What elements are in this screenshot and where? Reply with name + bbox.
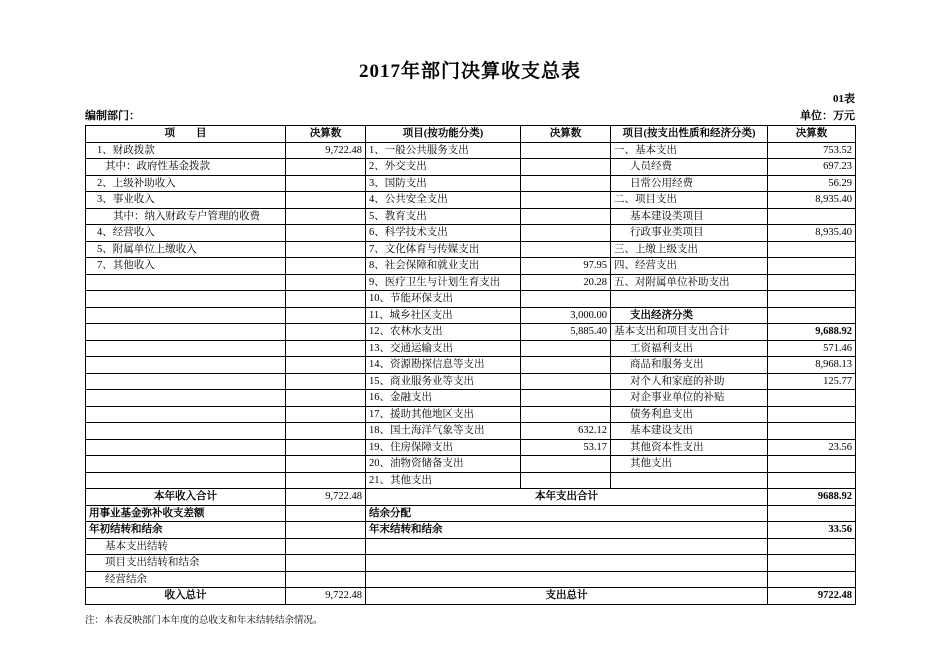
table-cell <box>286 456 366 473</box>
table-cell <box>86 439 286 456</box>
table-cell <box>521 241 611 258</box>
unit-label: 单位：万元 <box>800 110 855 122</box>
column-header: 项目(按支出性质和经济分类) <box>611 126 768 143</box>
table-cell <box>86 340 286 357</box>
table-cell: 四、经营支出 <box>611 258 768 275</box>
table-cell <box>86 472 286 489</box>
table-cell <box>611 291 768 308</box>
table-cell <box>286 241 366 258</box>
table-row <box>86 175 856 192</box>
table-cell: 人员经费 <box>611 159 768 176</box>
page-title: 2017年部门决算收支总表 <box>358 61 581 82</box>
table-cell: 8,968.13 <box>768 357 856 374</box>
table-cell <box>286 522 366 539</box>
table-cell <box>768 241 856 258</box>
table-cell <box>286 472 366 489</box>
column-header: 决算数 <box>286 126 366 143</box>
table-row <box>86 489 856 506</box>
table-cell <box>521 406 611 423</box>
table-cell <box>521 390 611 407</box>
meta-row <box>85 107 855 123</box>
table-cell: 20.28 <box>521 274 611 291</box>
table-cell: 53.17 <box>521 439 611 456</box>
table-cell: 基本建设支出 <box>611 423 768 440</box>
table-cell: 5、教育支出 <box>366 208 521 225</box>
table-row <box>86 390 856 407</box>
table-cell: 9,688.92 <box>768 324 856 341</box>
table-row <box>86 208 856 225</box>
table-cell <box>366 571 768 588</box>
table-cell <box>611 472 768 489</box>
table-cell <box>286 274 366 291</box>
sheet-number: 01表 <box>833 93 855 105</box>
table-cell: 11、城乡社区支出 <box>366 307 521 324</box>
table-cell: 3、国防支出 <box>366 175 521 192</box>
table-cell: 五、对附属单位补助支出 <box>611 274 768 291</box>
table-cell: 17、援助其他地区支出 <box>366 406 521 423</box>
table-row <box>86 258 856 275</box>
table-cell <box>768 390 856 407</box>
table-cell: 5,885.40 <box>521 324 611 341</box>
table-cell <box>366 538 768 555</box>
table-cell <box>521 192 611 209</box>
table-cell: 项目支出结转和结余 <box>86 555 286 572</box>
table-cell <box>521 208 611 225</box>
table-cell: 56.29 <box>768 175 856 192</box>
table-cell <box>366 555 768 572</box>
table-cell <box>768 208 856 225</box>
table-cell: 9722.48 <box>768 588 856 605</box>
table-cell <box>86 307 286 324</box>
table-cell <box>768 307 856 324</box>
table-cell <box>768 456 856 473</box>
table-cell: 6、科学技术支出 <box>366 225 521 242</box>
table-cell <box>86 324 286 341</box>
table-cell <box>286 175 366 192</box>
table-cell <box>521 159 611 176</box>
table-cell: 基本支出和项目支出合计 <box>611 324 768 341</box>
table-row <box>86 159 856 176</box>
table-cell <box>768 555 856 572</box>
table-cell: 结余分配 <box>366 505 768 522</box>
table-cell <box>768 258 856 275</box>
table-cell: 基本支出结转 <box>86 538 286 555</box>
table-cell: 7、其他收入 <box>86 258 286 275</box>
table-cell: 9688.92 <box>768 489 856 506</box>
table-cell: 三、上缴上级支出 <box>611 241 768 258</box>
summary-table <box>85 125 856 605</box>
table-cell <box>86 390 286 407</box>
table-cell: 125.77 <box>768 373 856 390</box>
table-row <box>86 472 856 489</box>
table-cell: 对企事业单位的补贴 <box>611 390 768 407</box>
table-cell: 33.56 <box>768 522 856 539</box>
table-cell: 9、医疗卫生与计划生育支出 <box>366 274 521 291</box>
table-cell: 632.12 <box>521 423 611 440</box>
table-cell: 3,000.00 <box>521 307 611 324</box>
table-row <box>86 555 856 572</box>
table-cell <box>286 291 366 308</box>
table-cell: 14、资源勘探信息等支出 <box>366 357 521 374</box>
table-cell <box>521 175 611 192</box>
table-cell <box>521 340 611 357</box>
table-cell: 16、金融支出 <box>366 390 521 407</box>
table-cell: 19、住房保障支出 <box>366 439 521 456</box>
table-cell <box>521 472 611 489</box>
table-cell <box>86 406 286 423</box>
table-cell: 用事业基金弥补收支差额 <box>86 505 286 522</box>
table-cell: 1、一般公共服务支出 <box>366 142 521 159</box>
footnote: 注：本表反映部门本年度的总收支和年末结转结余情况。 <box>85 615 323 626</box>
table-cell <box>521 225 611 242</box>
table-cell <box>768 406 856 423</box>
table-row <box>86 505 856 522</box>
table-cell <box>86 423 286 440</box>
table-cell: 一、基本支出 <box>611 142 768 159</box>
table-cell <box>768 472 856 489</box>
table-cell <box>286 423 366 440</box>
table-row <box>86 423 856 440</box>
table-cell: 其他支出 <box>611 456 768 473</box>
table-cell: 10、节能环保支出 <box>366 291 521 308</box>
table-row <box>86 588 856 605</box>
column-header: 项 目 <box>86 126 286 143</box>
table-row <box>86 340 856 357</box>
table-cell: 经营结余 <box>86 571 286 588</box>
table-cell <box>768 274 856 291</box>
table-cell <box>521 456 611 473</box>
table-cell: 12、农林水支出 <box>366 324 521 341</box>
table-cell: 18、国土海洋气象等支出 <box>366 423 521 440</box>
table-cell <box>286 307 366 324</box>
table-cell <box>286 538 366 555</box>
table-cell: 8,935.40 <box>768 192 856 209</box>
table-cell: 债务利息支出 <box>611 406 768 423</box>
table-cell: 8,935.40 <box>768 225 856 242</box>
table-row <box>86 142 856 159</box>
table-cell <box>286 390 366 407</box>
table-cell: 1、财政拨款 <box>86 142 286 159</box>
prepared-by-label: 编制部门： <box>85 110 140 122</box>
table-row <box>86 373 856 390</box>
table-cell <box>286 340 366 357</box>
table-cell: 行政事业类项目 <box>611 225 768 242</box>
table-cell <box>286 225 366 242</box>
table-cell: 13、交通运输支出 <box>366 340 521 357</box>
table-cell: 2、上级补助收入 <box>86 175 286 192</box>
table-row <box>86 274 856 291</box>
table-cell: 二、项目支出 <box>611 192 768 209</box>
table-cell <box>768 291 856 308</box>
table-cell <box>86 291 286 308</box>
table-cell: 其中：政府性基金拨款 <box>86 159 286 176</box>
table-row <box>86 538 856 555</box>
table-cell: 9,722.48 <box>286 142 366 159</box>
table-cell: 7、文化体育与传媒支出 <box>366 241 521 258</box>
table-cell: 8、社会保障和就业支出 <box>366 258 521 275</box>
table-cell: 4、经营收入 <box>86 225 286 242</box>
table-row <box>86 357 856 374</box>
column-header: 决算数 <box>768 126 856 143</box>
table-cell: 对个人和家庭的补助 <box>611 373 768 390</box>
table-cell <box>768 505 856 522</box>
table-row <box>86 291 856 308</box>
column-header: 决算数 <box>521 126 611 143</box>
table-cell <box>286 208 366 225</box>
table-header-row <box>86 126 856 143</box>
table-cell: 697.23 <box>768 159 856 176</box>
table-row <box>86 307 856 324</box>
table-cell <box>768 571 856 588</box>
table-cell <box>286 406 366 423</box>
table-cell <box>286 571 366 588</box>
table-row <box>86 571 856 588</box>
table-row <box>86 522 856 539</box>
table-cell: 支出总计 <box>366 588 768 605</box>
table-cell <box>286 373 366 390</box>
table-cell: 商品和服务支出 <box>611 357 768 374</box>
table-cell: 本年支出合计 <box>366 489 768 506</box>
table-cell: 571.46 <box>768 340 856 357</box>
table-row <box>86 192 856 209</box>
table-cell: 2、外交支出 <box>366 159 521 176</box>
table-cell: 20、油物资储备支出 <box>366 456 521 473</box>
table-cell <box>286 357 366 374</box>
table-cell <box>86 373 286 390</box>
table-cell <box>768 423 856 440</box>
table-cell: 本年收入合计 <box>86 489 286 506</box>
table-cell: 基本建设类项目 <box>611 208 768 225</box>
table-row <box>86 225 856 242</box>
table-cell: 753.52 <box>768 142 856 159</box>
table-cell <box>286 159 366 176</box>
table-cell <box>86 357 286 374</box>
table-cell: 23.56 <box>768 439 856 456</box>
table-row <box>86 406 856 423</box>
table-cell: 年初结转和结余 <box>86 522 286 539</box>
table-cell: 3、事业收入 <box>86 192 286 209</box>
table-cell <box>86 456 286 473</box>
table-cell <box>768 538 856 555</box>
table-cell: 15、商业服务业等支出 <box>366 373 521 390</box>
table-cell: 97.95 <box>521 258 611 275</box>
table-row <box>86 241 856 258</box>
table-cell: 9,722.48 <box>286 588 366 605</box>
table-cell <box>86 274 286 291</box>
table-cell: 工资福利支出 <box>611 340 768 357</box>
table-row <box>86 324 856 341</box>
table-cell <box>286 505 366 522</box>
table-cell <box>521 357 611 374</box>
table-row <box>86 439 856 456</box>
table-cell: 5、附属单位上缴收入 <box>86 241 286 258</box>
table-cell <box>286 258 366 275</box>
table-cell: 支出经济分类 <box>611 307 768 324</box>
table-row <box>86 456 856 473</box>
table-cell: 9,722.48 <box>286 489 366 506</box>
table-cell: 年末结转和结余 <box>366 522 768 539</box>
table-cell <box>521 142 611 159</box>
table-cell <box>286 555 366 572</box>
table-cell: 其他资本性支出 <box>611 439 768 456</box>
table-cell <box>286 439 366 456</box>
table-cell: 其中：纳入财政专户管理的收费 <box>86 208 286 225</box>
table-cell: 日常公用经费 <box>611 175 768 192</box>
table-cell: 4、公共安全支出 <box>366 192 521 209</box>
table-cell: 收入总计 <box>86 588 286 605</box>
table-cell <box>521 291 611 308</box>
table-cell <box>286 324 366 341</box>
column-header: 项目(按功能分类) <box>366 126 521 143</box>
table-cell <box>521 373 611 390</box>
table-cell <box>286 192 366 209</box>
table-cell: 21、其他支出 <box>366 472 521 489</box>
